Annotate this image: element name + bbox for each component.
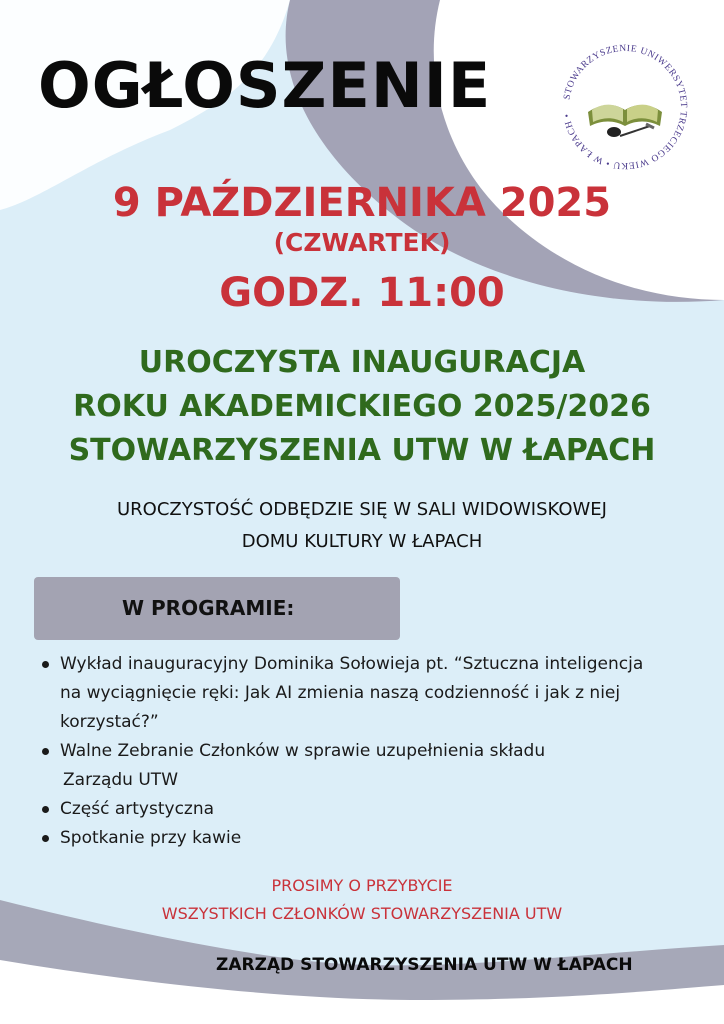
- bullet-icon: [42, 806, 49, 813]
- bullet-icon: [42, 661, 49, 668]
- program-list: [40, 650, 712, 853]
- signature: ZARZĄD STOWARZYSZENIA UTW W ŁAPACH: [216, 955, 633, 975]
- program-item-line: Zarządu UTW: [63, 770, 178, 790]
- bullet-icon: [42, 835, 49, 842]
- invitation: [0, 872, 724, 928]
- event-weekday: (CZWARTEK): [273, 228, 451, 257]
- headline: OGŁOSZENIE: [38, 49, 492, 122]
- program-item: [40, 795, 712, 824]
- svg-text:STOWARZYSZENIE UNIWERSYTET TRZ: STOWARZYSZENIE UNIWERSYTET TRZECIEGO WIEKU • W ŁAPACH •: [562, 43, 689, 171]
- program-item: [40, 737, 712, 795]
- program-item: [40, 650, 712, 737]
- event-date: 9 PAŹDZIERNIKA 2025: [112, 180, 612, 226]
- program-item-line: Spotkanie przy kawie: [60, 828, 242, 848]
- event-title-line: STOWARZYSZENIA UTW W ŁAPACH: [68, 433, 656, 468]
- program-heading: W PROGRAMIE:: [122, 596, 295, 620]
- utw-logo: [558, 40, 692, 174]
- venue-line: DOMU KULTURY W ŁAPACH: [241, 531, 483, 552]
- program-item-line: Walne Zebranie Członków w sprawie uzupełnienia składu: [60, 741, 546, 761]
- program-item-line: Wykład inauguracyjny Dominika Sołowieja pt. “Sztuczna inteligencja: [60, 654, 644, 674]
- program-item: [40, 824, 712, 853]
- program-item-line: Część artystyczna: [60, 799, 215, 819]
- program-item-line: na wyciągnięcie ręki: Jak AI zmienia naszą codzienność i jak z niej: [60, 683, 621, 703]
- bullet-icon: [42, 748, 49, 755]
- event-title-line: UROCZYSTA INAUGURACJA: [138, 345, 586, 380]
- program-heading-box: [34, 577, 400, 640]
- event-time: GODZ. 11:00: [219, 270, 505, 316]
- invitation-line: PROSIMY O PRZYBYCIE: [271, 876, 453, 895]
- invitation-line: WSZYSTKICH CZŁONKÓW STOWARZYSZENIA UTW: [161, 904, 563, 923]
- venue-info: [0, 494, 724, 558]
- event-title-line: ROKU AKADEMICKIEGO 2025/2026: [73, 389, 651, 424]
- venue-line: UROCZYSTOŚĆ ODBĘDZIE SIĘ W SALI WIDOWISKOWEJ: [116, 499, 607, 520]
- program-item-line: korzystać?”: [60, 712, 159, 732]
- event-title: [0, 341, 724, 473]
